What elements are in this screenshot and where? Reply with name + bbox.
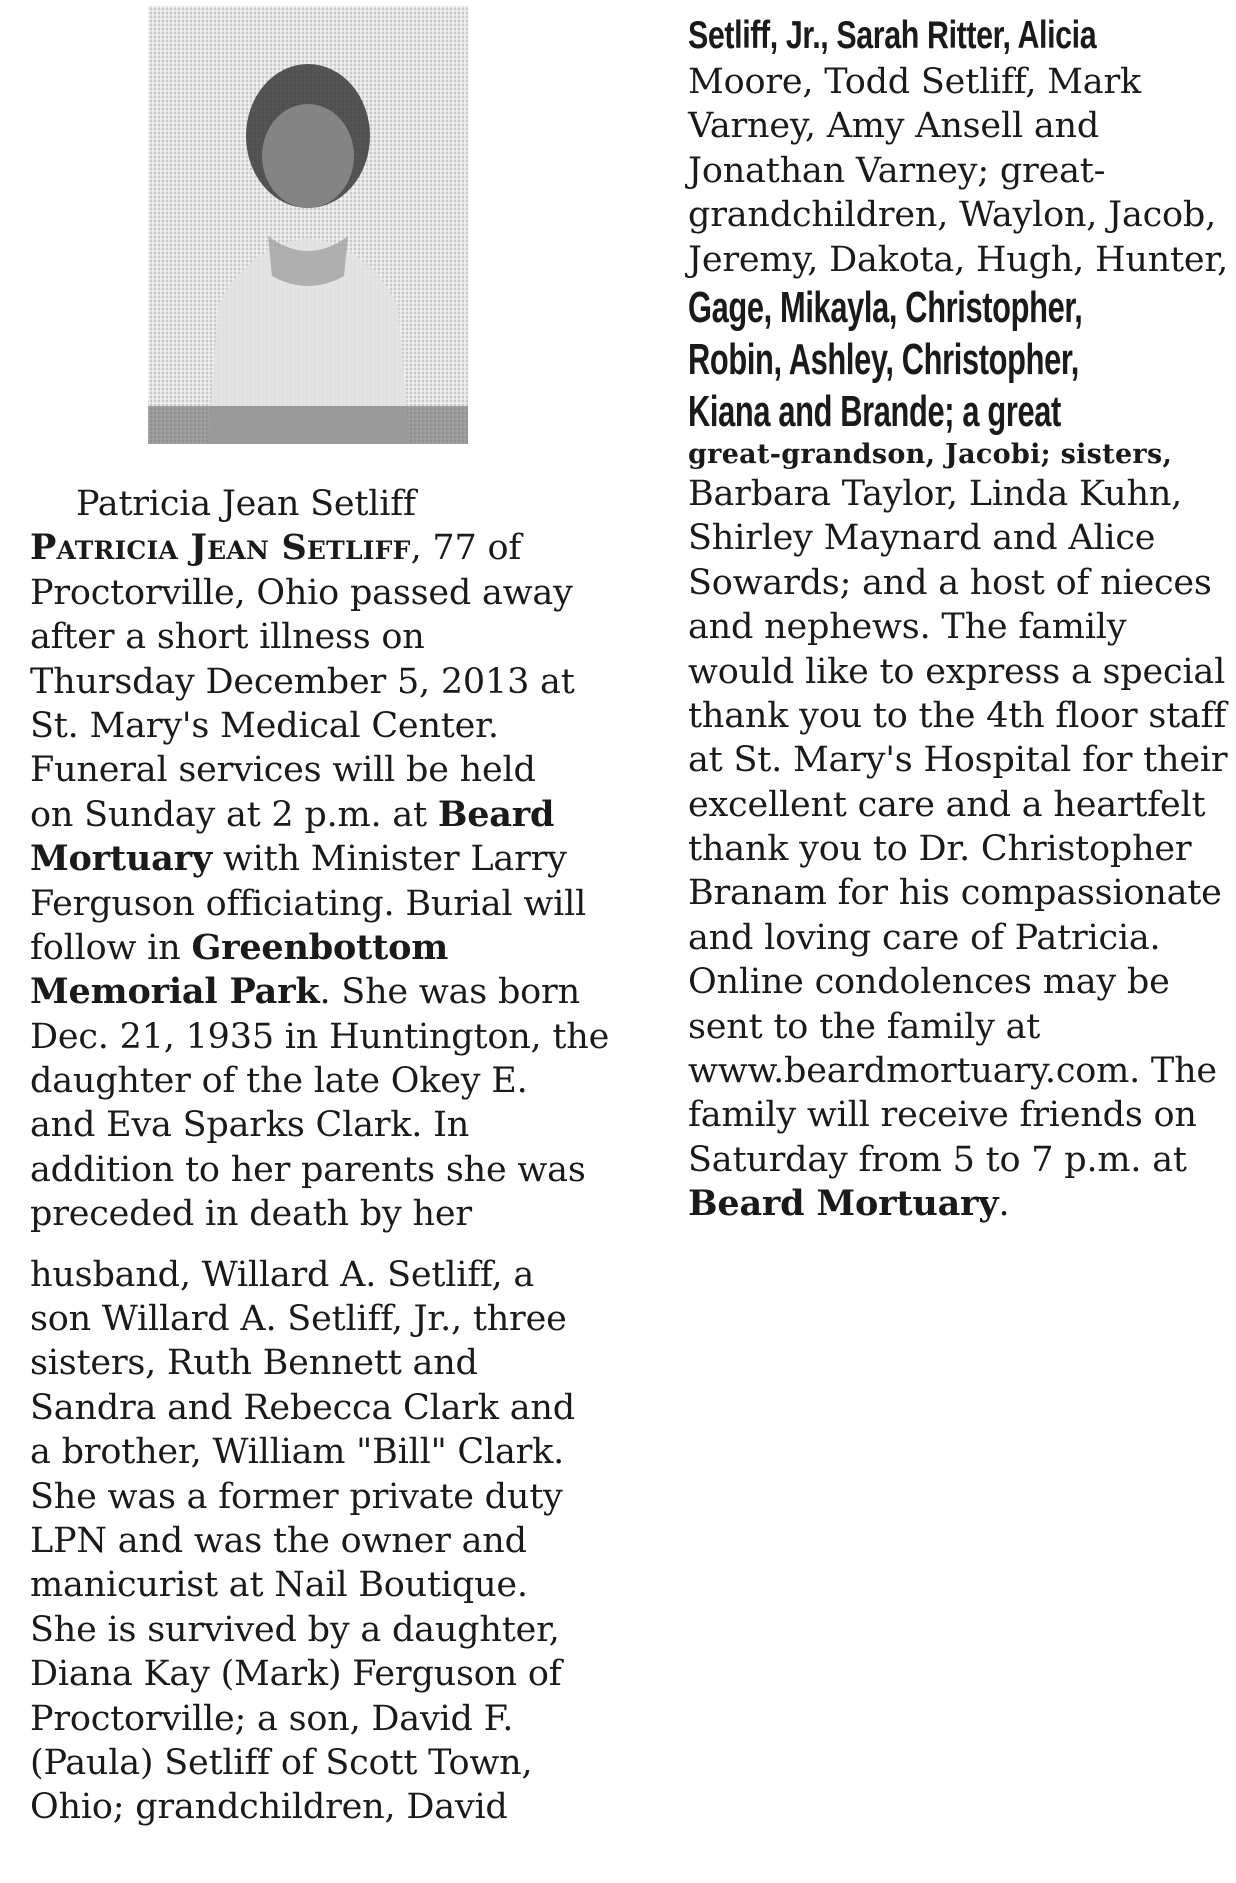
text-line: after a short illness on	[30, 617, 425, 658]
text-line: Online condolences may be	[688, 962, 1170, 1003]
text-line: family will receive friends on	[688, 1095, 1197, 1136]
text-line: daughter of the late Okey E.	[30, 1061, 528, 1102]
mortuary-name: Beard	[437, 793, 555, 835]
text-line: Kiana and Brande; a great	[688, 386, 1061, 436]
cemetery-name: Greenbottom	[191, 926, 449, 968]
text-line: Sowards; and a host of nieces	[688, 562, 1212, 603]
text-line: Dec. 21, 1935 in Huntington, the	[30, 1016, 610, 1057]
text-line: sent to the family at	[688, 1006, 1041, 1047]
text-line: Proctorville, Ohio passed away	[30, 572, 573, 613]
text-line: Shirley Maynard and Alice	[688, 518, 1156, 559]
text-line: Diana Kay (Mark) Ferguson of	[30, 1654, 562, 1695]
text-line: Moore, Todd Setliff, Mark	[688, 62, 1142, 102]
text-line	[30, 793, 590, 837]
text-line: Funeral services will be held	[30, 750, 536, 791]
text-line: Saturday from 5 to 7 p.m. at	[688, 1139, 1187, 1180]
obituary-right-column	[688, 12, 1228, 1227]
text-line	[30, 970, 590, 1014]
text-line: Sandra and Rebecca Clark and	[30, 1387, 575, 1428]
text-line: Jeremy, Dakota, Hugh, Hunter,	[688, 239, 1228, 280]
obituary-left-column	[30, 482, 610, 1830]
text-span: on Sunday at 2 p.m. at	[30, 794, 438, 835]
text-line: preceded in death by her	[30, 1194, 472, 1235]
text-line: Ferguson officiating. Burial will	[30, 883, 587, 924]
text-line: a brother, William "Bill" Clark.	[30, 1432, 565, 1473]
text-line	[688, 1182, 1228, 1226]
portrait-image	[148, 6, 468, 444]
text-span: . She was born	[319, 972, 580, 1013]
column-gap	[30, 1237, 590, 1253]
text-line: sisters, Ruth Bennett and	[30, 1343, 478, 1384]
text-line: and Eva Sparks Clark. In	[30, 1105, 470, 1146]
text-span: follow in	[30, 927, 192, 968]
text-span: with Minister Larry	[212, 839, 567, 880]
text-line: Proctorville; a son, David F.	[30, 1698, 514, 1739]
text-line: and nephews. The family	[688, 607, 1127, 648]
text-line: grandchildren, Waylon, Jacob,	[688, 195, 1217, 236]
mortuary-name: Mortuary	[30, 838, 212, 880]
website-line: www.beardmortuary.com. The	[688, 1051, 1217, 1092]
text-line: Thursday December 5, 2013 at	[30, 661, 575, 702]
text-line: excellent care and a heartfelt	[688, 784, 1206, 825]
text-line: son Willard A. Setliff, Jr., three	[30, 1299, 567, 1340]
text-line: thank you to the 4th floor staff	[688, 695, 1227, 736]
text-line: She was a former private duty	[30, 1476, 563, 1517]
text-line: Ohio; grandchildren, David	[30, 1787, 508, 1828]
text-line: Gage, Mikayla, Christopher,	[688, 282, 1083, 332]
text-line: Barbara Taylor, Linda Kuhn,	[688, 473, 1183, 514]
text-line: St. Mary's Medical Center.	[30, 705, 499, 746]
text-line: Setliff, Jr., Sarah Ritter, Alicia	[688, 14, 1097, 57]
text-line: She is survived by a daughter,	[30, 1609, 560, 1650]
text-line: Varney, Amy Ansell and	[688, 106, 1100, 147]
text-line: husband, Willard A. Setliff, a	[30, 1254, 535, 1295]
text-line: at St. Mary's Hospital for their	[688, 740, 1228, 781]
text-line	[30, 526, 590, 570]
text-line: great-grandson, Jacobi; sisters,	[688, 438, 1173, 470]
text-line: (Paula) Setliff of Scott Town,	[30, 1742, 533, 1783]
text-line: thank you to Dr. Christopher	[688, 829, 1192, 870]
text-span: , 77 of	[410, 528, 522, 569]
text-line: would like to express a special	[688, 651, 1226, 692]
text-line: addition to her parents she was	[30, 1149, 586, 1190]
text-line: Jonathan Varney; great-	[688, 150, 1106, 191]
cemetery-name: Memorial Park	[30, 971, 320, 1013]
text-line: LPN and was the owner and	[30, 1520, 527, 1561]
text-span: .	[998, 1184, 1010, 1225]
mortuary-name: Beard Mortuary	[688, 1183, 999, 1225]
text-line	[30, 926, 590, 970]
text-line: Branam for his compassionate	[688, 873, 1222, 914]
text-line: and loving care of Patricia.	[688, 917, 1161, 958]
obituary-name-heading: Patricia Jean Setliff	[76, 484, 416, 524]
text-line	[30, 837, 590, 881]
deceased-name: Patricia Jean Setliff	[30, 527, 411, 569]
text-line: manicurist at Nail Boutique.	[30, 1565, 528, 1606]
portrait-photo	[148, 6, 468, 444]
text-line: Robin, Ashley, Christopher,	[688, 334, 1080, 384]
